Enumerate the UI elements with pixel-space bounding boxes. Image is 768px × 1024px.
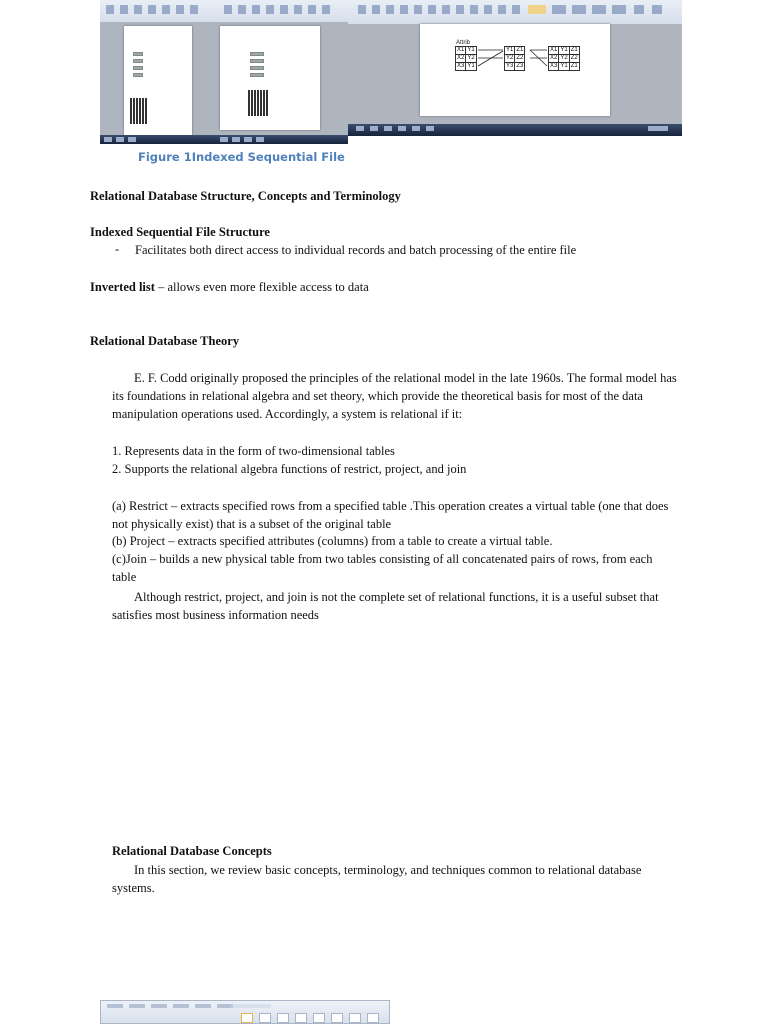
taskbar: [216, 135, 348, 144]
figure-screenshot-1: [100, 0, 216, 144]
heading-indexed-sequential: Indexed Sequential File Structure: [90, 225, 270, 239]
figure-screenshot-bottom: [100, 1000, 390, 1024]
inverted-list-desc: – allows even more flexible access to data: [154, 280, 369, 294]
figure-caption: Figure 1Indexed Sequential File: [138, 150, 345, 164]
bar-pattern: [130, 98, 147, 124]
bullet-dash: -: [115, 242, 120, 256]
document-canvas: [216, 22, 348, 144]
concepts-paragraph: In this section, we review basic concepts, terminology, and techniques common to relational database systems.: [112, 863, 642, 895]
taskbar: [348, 124, 682, 136]
function-restrict: (a) Restrict – extracts specified rows from a specified table .This operation creates a virtual table (one that does not physically exist) that is a subset of the original table: [112, 499, 669, 531]
ribbon: [348, 0, 682, 25]
ribbon: [100, 0, 216, 23]
document-page: [420, 24, 610, 116]
figure-screenshot-2: [216, 0, 348, 144]
bullet-isf: Facilitates both direct access to individual records and batch processing of the entire file: [135, 243, 577, 257]
heading-main: Relational Database Structure, Concepts and Terminology: [90, 189, 401, 203]
bar-pattern: [248, 90, 268, 116]
theory-paragraph: E. F. Codd originally proposed the principles of the relational model in the late 1960s. The formal model has its foundations in relational algebra and set theory, which provide the theoretical basis for most of the data manipulation operations used. Accordingly, a system is relational if it:: [112, 371, 677, 421]
although-paragraph: Although restrict, project, and join is not the complete set of relational functions, it is a useful subset that satisfies most business information needs: [112, 590, 659, 622]
document-page: [220, 26, 320, 130]
document-canvas: [348, 24, 682, 136]
inverted-list-line: [90, 278, 369, 296]
inverted-list-term: Inverted list: [90, 280, 155, 294]
list-item-1: 1. Represents data in the form of two-dimensional tables: [112, 444, 395, 458]
heading-theory: Relational Database Theory: [90, 334, 240, 348]
relation-arrows: [420, 24, 610, 116]
relation-left: X1 Y1 X2 Y2 X3 Y1: [457, 47, 475, 69]
heading-concepts: Relational Database Concepts: [112, 844, 272, 858]
document-page: [124, 26, 192, 140]
taskbar: [100, 135, 216, 144]
relation-mid: Y1 Z1 Y2 Z2 Y3 Z3: [506, 47, 524, 69]
relation-right: X1 Y1 Z1 X2 Y2 Z2 X3 Y1 Z1: [550, 47, 578, 69]
ribbon: [216, 0, 348, 23]
list-item-2: 2. Supports the relational algebra functions of restrict, project, and join: [112, 462, 467, 476]
document-canvas: [100, 22, 216, 144]
figure-screenshot-3: [348, 0, 682, 136]
function-join: (c)Join – builds a new physical table from two tables consisting of all concatenated pairs of rows, from each table: [112, 552, 653, 584]
function-project: (b) Project – extracts specified attributes (columns) from a table to create a virtual table.: [112, 534, 553, 548]
relation-header: Attrib: [456, 40, 471, 46]
